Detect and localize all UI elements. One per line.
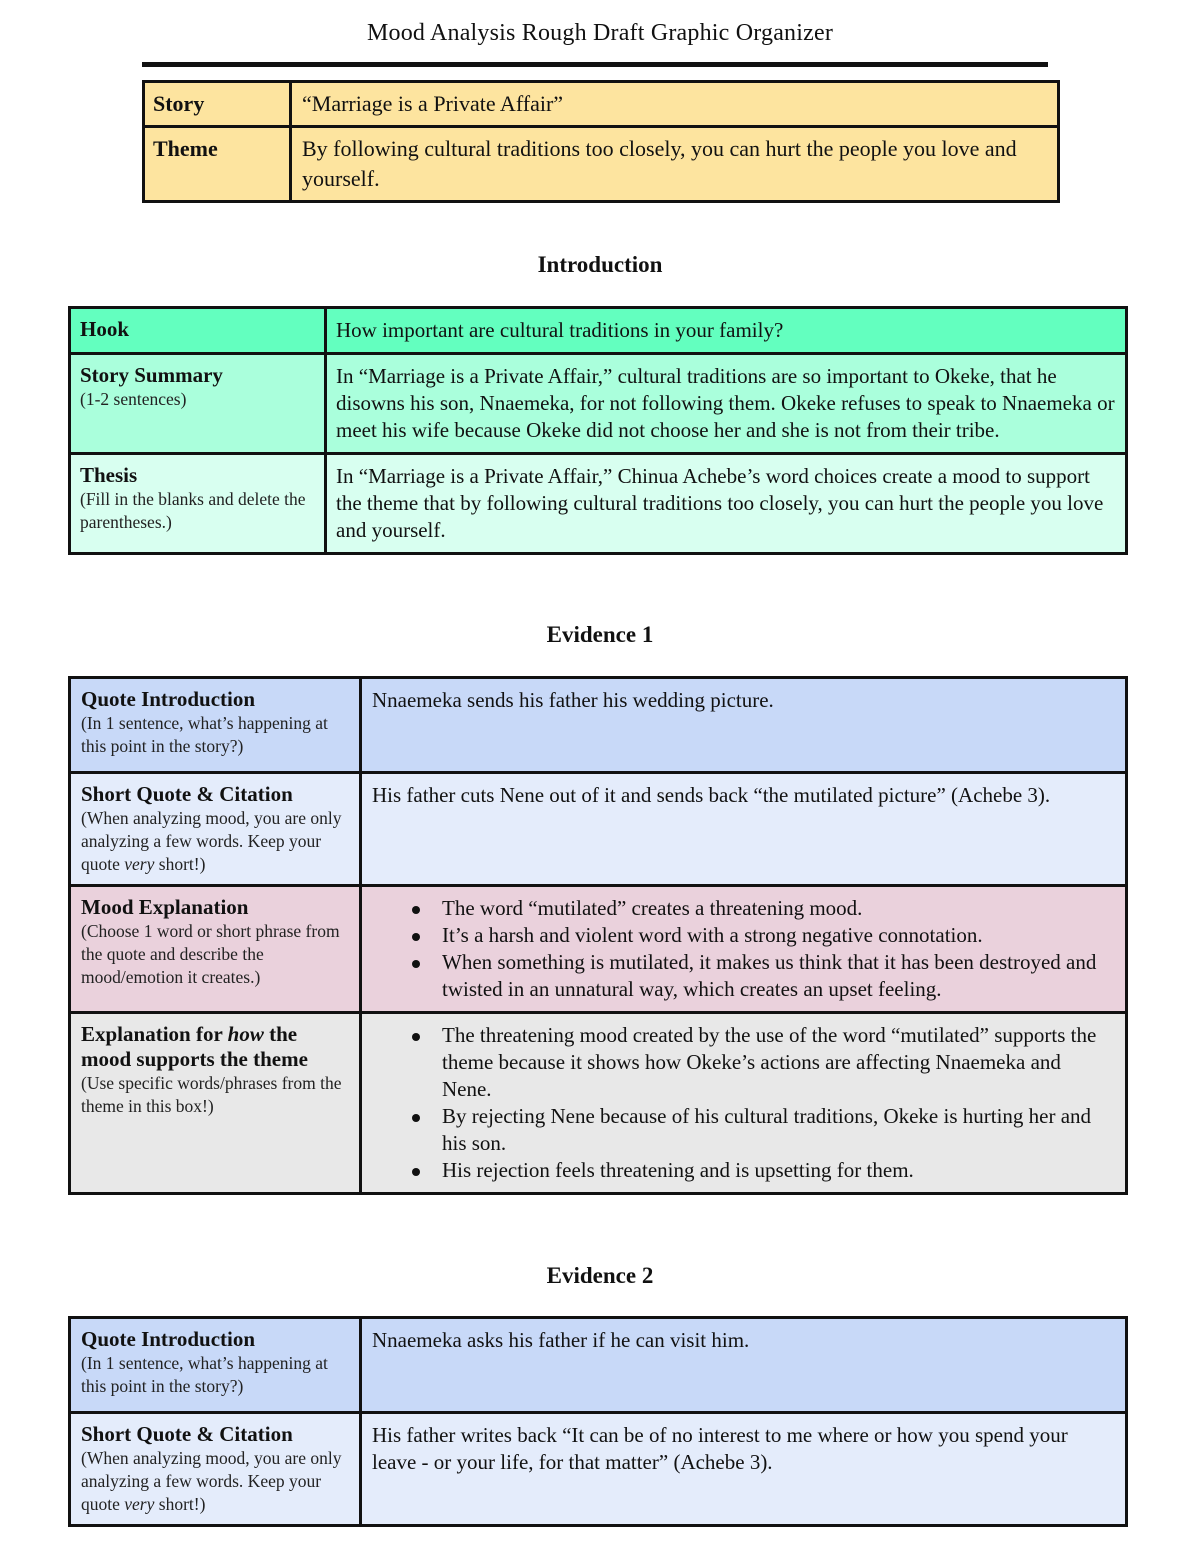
introduction-table — [68, 306, 1128, 555]
evidence2-short-quote-label: Short Quote & Citation — [81, 1422, 293, 1446]
list-item: By rejecting Nene because of his cultural traditions, Okeke is hurting her and his son. — [442, 1103, 1115, 1157]
evidence2-heading: Evidence 2 — [546, 1263, 654, 1288]
story-summary-row — [70, 354, 1127, 454]
evidence1-quote-intro-hint: (In 1 sentence, what’s happening at this point in the story?) — [81, 713, 328, 756]
evidence1-theme-label-cell — [70, 1013, 361, 1194]
evidence2-quote-intro-value: Nnaemeka asks his father if he can visit him. — [361, 1318, 1127, 1413]
evidence2-table — [68, 1316, 1128, 1527]
list-item: The word “mutilated” creates a threatening mood. — [442, 895, 1115, 922]
evidence1-mood-bullets — [372, 895, 1115, 1003]
evidence1-quote-intro-value: Nnaemeka sends his father his wedding picture. — [361, 678, 1127, 773]
evidence2-quote-intro-label: Quote Introduction — [81, 1327, 256, 1351]
evidence1-theme-label: Explanation for how the mood supports the theme — [81, 1022, 308, 1071]
evidence2-quote-intro-hint: (In 1 sentence, what’s happening at this point in the story?) — [81, 1353, 328, 1396]
thesis-value: In “Marriage is a Private Affair,” Chinua Achebe’s word choices create a mood to support the theme that by following cultural traditions too closely, you can hurt the people you love and yourself. — [326, 454, 1127, 554]
story-label: Story — [153, 91, 205, 116]
thesis-label: Thesis — [80, 463, 138, 487]
hook-label: Hook — [80, 317, 130, 341]
story-theme-table — [142, 80, 1060, 203]
evidence1-mood-label: Mood Explanation — [81, 895, 249, 919]
thesis-hint: (Fill in the blanks and delete the parentheses.) — [80, 489, 306, 532]
story-row — [144, 82, 1059, 127]
list-item: It’s a harsh and violent word with a strong negative connotation. — [442, 922, 1115, 949]
evidence1-table — [68, 676, 1128, 1195]
evidence1-short-quote-label-cell — [70, 773, 361, 886]
evidence1-mood-hint: (Choose 1 word or short phrase from the quote and describe the mood/emotion it creates.) — [81, 921, 340, 987]
thesis-label-cell — [70, 454, 326, 554]
story-value: “Marriage is a Private Affair” — [291, 82, 1059, 127]
hook-label-cell — [70, 308, 326, 354]
thesis-row — [70, 454, 1127, 554]
evidence2-quote-intro-row — [70, 1318, 1127, 1413]
evidence1-theme-explanation-row — [70, 1013, 1127, 1194]
evidence2-quote-intro-label-cell — [70, 1318, 361, 1413]
evidence1-short-quote-row — [70, 773, 1127, 886]
list-item: The threatening mood created by the use of the word “mutilated” supports the theme because it shows how Okeke’s actions are affecting Nnaemeka and Nene. — [442, 1022, 1115, 1103]
title-divider — [142, 62, 1048, 67]
list-item: His rejection feels threatening and is upsetting for them. — [442, 1157, 1115, 1184]
theme-row — [144, 127, 1059, 202]
list-item: When something is mutilated, it makes us think that it has been destroyed and twisted in an unnatural way, which creates an upset feeling. — [442, 949, 1115, 1003]
evidence2-short-quote-label-cell — [70, 1413, 361, 1526]
story-summary-label: Story Summary — [80, 363, 223, 387]
evidence1-heading: Evidence 1 — [546, 622, 654, 647]
evidence1-mood-explanation-row — [70, 886, 1127, 1013]
evidence1-short-quote-label: Short Quote & Citation — [81, 782, 293, 806]
story-summary-label-cell — [70, 354, 326, 454]
evidence2-short-quote-hint: (When analyzing mood, you are only analyzing a few words. Keep your quote very short!) — [81, 1448, 342, 1514]
theme-label: Theme — [153, 136, 218, 161]
evidence1-short-quote-value: His father cuts Nene out of it and sends back “the mutilated picture” (Achebe 3). — [361, 773, 1127, 886]
evidence2-short-quote-value: His father writes back “It can be of no interest to me where or how you spend your leave - or your life, for that matter” (Achebe 3). — [361, 1413, 1127, 1526]
story-label-cell — [144, 82, 291, 127]
evidence1-quote-intro-label: Quote Introduction — [81, 687, 256, 711]
evidence1-mood-label-cell — [70, 886, 361, 1013]
evidence2-short-quote-row — [70, 1413, 1127, 1526]
evidence1-theme-hint: (Use specific words/phrases from the theme in this box!) — [81, 1073, 342, 1116]
evidence1-quote-intro-label-cell — [70, 678, 361, 773]
hook-value: How important are cultural traditions in your family? — [326, 308, 1127, 354]
evidence1-theme-value — [361, 1013, 1127, 1194]
story-summary-value: In “Marriage is a Private Affair,” cultural traditions are so important to Okeke, that he disowns his son, Nnaemeka, for not following them. Okeke refuses to speak to Nnaemeka or meet his wife because Okeke did not choose her and she is not from their tribe. — [326, 354, 1127, 454]
hook-row — [70, 308, 1127, 354]
introduction-heading: Introduction — [537, 252, 663, 277]
theme-label-cell — [144, 127, 291, 202]
evidence1-mood-value — [361, 886, 1127, 1013]
story-summary-hint: (1-2 sentences) — [80, 389, 187, 409]
evidence1-quote-intro-row — [70, 678, 1127, 773]
evidence1-short-quote-hint: (When analyzing mood, you are only analyzing a few words. Keep your quote very short!) — [81, 808, 342, 874]
theme-value: By following cultural traditions too closely, you can hurt the people you love and yourself. — [291, 127, 1059, 202]
document-title: Mood Analysis Rough Draft Graphic Organizer — [366, 20, 834, 46]
evidence1-theme-bullets — [372, 1022, 1115, 1184]
